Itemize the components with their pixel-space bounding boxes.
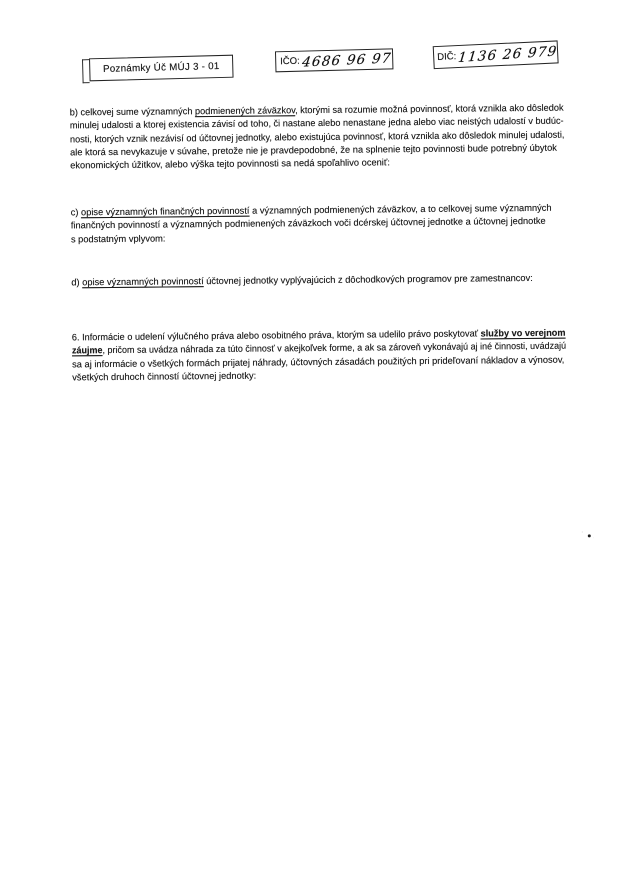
text-line bbox=[71, 272, 565, 290]
paragraph-6-public-interest-services bbox=[72, 327, 566, 385]
text-segment: , ktorými sa rozumie možná povinnosť, ktorá vznikla ako dôsledok bbox=[295, 102, 564, 116]
text-segment: d) bbox=[71, 277, 83, 288]
underlined-text-segment: opise významných povinností bbox=[82, 276, 204, 288]
underlined-text-segment: opise významných finančných povinností bbox=[80, 205, 250, 218]
dic-label: DIČ: bbox=[436, 51, 457, 63]
text-segment: , pričom sa uvádza náhrada za túto činnosť v akejkoľvek forme, a ak sa zároveň vykonávajú aj iné činnosti, uvádzajú bbox=[102, 340, 567, 356]
text-segment: c) bbox=[70, 207, 82, 218]
ico-label: IČO: bbox=[280, 55, 300, 68]
text-segment: ale ktorá sa nevykazuje v súvahe, pretože nie je pravdepodobné, že na splnenie tejto povinnosti bude potrebný úbytok bbox=[70, 142, 557, 158]
ico-box bbox=[275, 48, 393, 72]
paragraph-c-financial-obligations bbox=[71, 202, 565, 247]
underlined-text-segment: podmienených záväzkov bbox=[194, 105, 296, 117]
underlined-text-segment: záujme bbox=[71, 345, 103, 356]
text-segment: všetkých druhoch činností účtovnej jednotky: bbox=[72, 370, 257, 383]
text-segment: sa aj informácie o všetkých formách prijatej náhrady, účtovných zásadách použitých pri prideľovaní nákladov a výnosov, bbox=[72, 354, 565, 369]
text-segment: a významných podmienených záväzkov, a to celkovej sume významných bbox=[249, 202, 552, 216]
dic-handwritten-value: 1136 26 979 bbox=[457, 42, 559, 66]
scan-speck bbox=[588, 534, 591, 537]
form-code-box bbox=[89, 55, 234, 82]
text-segment: s podstatným vplyvom: bbox=[70, 233, 166, 244]
text-segment: minulej udalosti a ktorej existencia závisí od toho, či nastane alebo nenastane jedna alebo viac neistých udalostí v budúc- bbox=[69, 115, 564, 131]
text-segment: finančných povinností a významných podmienených záväzkoch voči dcérskej účtovnej jednotke a účtovnej jednotke bbox=[70, 216, 546, 231]
text-segment: 6. Informácie o udelení výlučného práva alebo osobitného práva, ktorým sa udelilo právo poskytovať bbox=[71, 328, 481, 343]
paragraph-d-pension-programs bbox=[71, 272, 565, 290]
text-segment: nosti, ktorých vznik nezávisí od účtovnej jednotky, alebo existujúca povinnosť, ktorá vznikla ako dôsledok minulej udalosti, bbox=[69, 129, 565, 144]
text-segment: účtovnej jednotky vyplývajúcich z dôchodkových programov pre zamestnancov: bbox=[203, 272, 533, 287]
form-code-label: Poznámky Úč MÚJ 3 - 01 bbox=[102, 61, 220, 75]
paragraph-b-contingent-liabilities bbox=[70, 102, 565, 173]
text-segment: ekonomických úžitkov, alebo výška tejto povinnosti sa nedá spoľahlivo oceniť: bbox=[70, 157, 390, 171]
underlined-text-segment: služby vo verejnom bbox=[480, 327, 566, 339]
text-segment: b) celkovej sume významných bbox=[69, 106, 196, 118]
ico-handwritten-value: 4686 96 97 bbox=[300, 49, 393, 71]
dic-box bbox=[433, 40, 559, 69]
